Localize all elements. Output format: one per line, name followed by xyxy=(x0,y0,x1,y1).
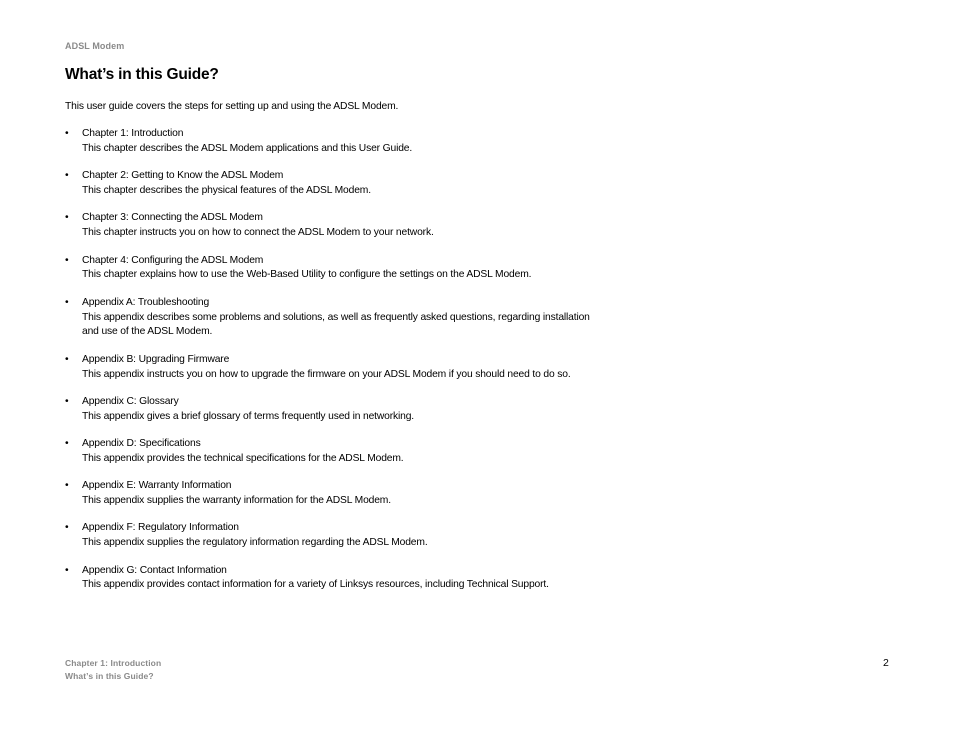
bullet-icon: • xyxy=(65,128,69,139)
item-description: This appendix gives a brief glossary of terms frequently used in networking. xyxy=(82,410,415,422)
list-item xyxy=(65,296,595,340)
list-item xyxy=(65,254,595,284)
chapter-list xyxy=(65,127,595,606)
bullet-icon: • xyxy=(65,564,69,576)
item-title: Appendix D: Specifications xyxy=(82,438,201,450)
list-item xyxy=(65,521,595,551)
bullet-icon: • xyxy=(65,212,69,224)
item-title: Appendix B: Upgrading Firmware xyxy=(82,353,230,365)
item-description: This appendix provides the technical specifications for the ADSL Modem. xyxy=(82,452,404,464)
bullet-icon: • xyxy=(65,480,69,492)
running-header: ADSL Modem xyxy=(65,41,125,51)
item-description: This chapter instructs you on how to connect the ADSL Modem to your network. xyxy=(82,227,434,239)
item-title: Appendix G: Contact Information xyxy=(82,564,227,576)
item-description: This appendix instructs you on how to upgrade the firmware on your ADSL Modem if you should need to do so. xyxy=(82,368,571,380)
bullet-icon: • xyxy=(65,254,69,266)
running-footer xyxy=(65,657,161,682)
item-title: Appendix C: Glossary xyxy=(82,395,179,407)
item-title: Appendix A: Troubleshooting xyxy=(82,296,210,308)
item-description: This chapter explains how to use the Web-Based Utility to configure the settings on the ADSL Modem. xyxy=(82,269,532,281)
bullet-icon: • xyxy=(65,353,69,365)
list-item xyxy=(65,437,595,467)
item-title: Chapter 1: Introduction xyxy=(82,128,184,139)
bullet-icon: • xyxy=(65,522,69,534)
bullet-icon: • xyxy=(65,296,69,308)
item-title: Chapter 2: Getting to Know the ADSL Modem xyxy=(82,170,284,182)
item-description: This appendix provides contact information for a variety of Linksys resources, including Technical Support. xyxy=(82,579,549,591)
item-title: Chapter 4: Configuring the ADSL Modem xyxy=(82,254,264,266)
item-description: This chapter describes the ADSL Modem applications and this User Guide. xyxy=(82,142,413,154)
page-title: What’s in this Guide? xyxy=(65,66,219,83)
list-item xyxy=(65,395,595,425)
item-title: Appendix F: Regulatory Information xyxy=(82,522,239,534)
page-number: 2 xyxy=(883,657,889,669)
footer-section: What’s in this Guide? xyxy=(65,670,154,681)
list-item xyxy=(65,353,595,383)
item-description: This appendix supplies the warranty information for the ADSL Modem. xyxy=(82,495,391,507)
item-description: This appendix describes some problems and solutions, as well as frequently asked questions, regarding installation and use of the ADSL Modem. xyxy=(82,311,590,338)
list-item xyxy=(65,211,595,241)
list-item xyxy=(65,479,595,509)
bullet-icon: • xyxy=(65,438,69,450)
item-title: Chapter 3: Connecting the ADSL Modem xyxy=(82,212,263,224)
bullet-icon: • xyxy=(65,395,69,407)
list-item xyxy=(65,564,595,594)
item-description: This chapter describes the physical features of the ADSL Modem. xyxy=(82,184,371,196)
item-title: Appendix E: Warranty Information xyxy=(82,480,232,492)
footer-chapter: Chapter 1: Introduction xyxy=(65,658,162,668)
list-item xyxy=(65,127,595,157)
item-description: This appendix supplies the regulatory information regarding the ADSL Modem. xyxy=(82,537,428,549)
bullet-icon: • xyxy=(65,170,69,182)
intro-paragraph: This user guide covers the steps for setting up and using the ADSL Modem. xyxy=(65,101,399,112)
list-item xyxy=(65,169,595,199)
